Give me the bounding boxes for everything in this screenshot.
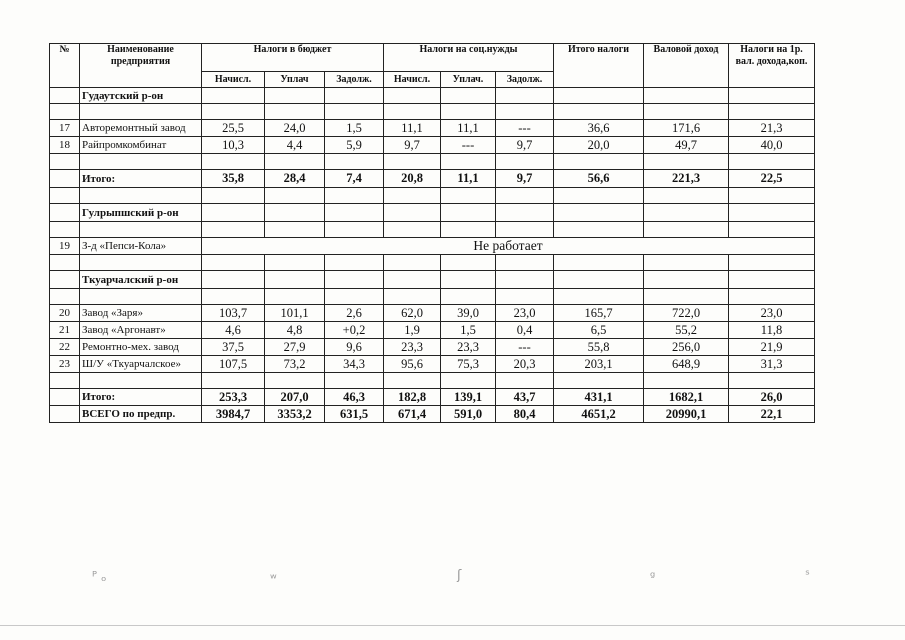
table-row <box>50 120 815 137</box>
section-title: Гулрыпшский р-он <box>80 204 202 222</box>
section-title: Гудаутский р-он <box>80 88 202 104</box>
value-cell: 207,0 <box>265 389 325 406</box>
value-cell: --- <box>496 339 554 356</box>
value-cell: 36,6 <box>554 120 644 137</box>
spacer-row <box>50 188 815 204</box>
value-cell: 27,9 <box>265 339 325 356</box>
value-cell: 20990,1 <box>644 406 729 423</box>
handwritten-mark: ˢ <box>805 568 810 583</box>
value-cell: 171,6 <box>644 120 729 137</box>
sub-accrued: Начисл. <box>202 72 265 88</box>
value-cell: 139,1 <box>441 389 496 406</box>
value-cell: 101,1 <box>265 305 325 322</box>
tax-table <box>49 43 815 423</box>
value-cell: 3353,2 <box>265 406 325 423</box>
subtotal-row <box>50 170 815 188</box>
value-cell: 1,5 <box>325 120 384 137</box>
grand-total-row <box>50 406 815 423</box>
value-cell: 62,0 <box>384 305 441 322</box>
row-number: 17 <box>50 120 80 137</box>
value-cell: 23,0 <box>496 305 554 322</box>
sub-accrued: Начисл. <box>384 72 441 88</box>
section-title: Ткуарчалский р-он <box>80 271 202 289</box>
value-cell: 46,3 <box>325 389 384 406</box>
row-number: 18 <box>50 137 80 154</box>
sub-debt: Задолж. <box>325 72 384 88</box>
value-cell: 11,8 <box>729 322 815 339</box>
value-cell: 2,6 <box>325 305 384 322</box>
value-cell: 7,4 <box>325 170 384 188</box>
row-number: 23 <box>50 356 80 373</box>
handwritten-mark: ʃ <box>457 568 462 583</box>
value-cell: 40,0 <box>729 137 815 154</box>
header-name: Наименование предприятия <box>80 44 202 88</box>
value-cell: 4,6 <box>202 322 265 339</box>
value-cell: 23,0 <box>729 305 815 322</box>
value-cell: 20,0 <box>554 137 644 154</box>
value-cell: 21,3 <box>729 120 815 137</box>
value-cell: 11,1 <box>384 120 441 137</box>
value-cell: 9,7 <box>384 137 441 154</box>
table-row <box>50 137 815 154</box>
value-cell: 11,1 <box>441 120 496 137</box>
spacer-row <box>50 289 815 305</box>
handwritten-mark: ᵍ <box>650 570 656 585</box>
value-cell: 5,9 <box>325 137 384 154</box>
spacer-row <box>50 154 815 170</box>
value-cell: 23,3 <box>441 339 496 356</box>
scan-edge <box>0 625 905 626</box>
value-cell: 37,5 <box>202 339 265 356</box>
value-cell: 20,8 <box>384 170 441 188</box>
value-cell: 648,9 <box>644 356 729 373</box>
value-cell: 56,6 <box>554 170 644 188</box>
row-name: Ш/У «Ткуарчалское» <box>80 356 202 373</box>
value-cell: 722,0 <box>644 305 729 322</box>
value-cell: 671,4 <box>384 406 441 423</box>
value-cell: 431,1 <box>554 389 644 406</box>
value-cell: 95,6 <box>384 356 441 373</box>
value-cell: 107,5 <box>202 356 265 373</box>
spacer-row <box>50 373 815 389</box>
row-number <box>50 406 80 423</box>
row-name: З-д «Пепси-Кола» <box>80 238 202 255</box>
value-cell: 73,2 <box>265 356 325 373</box>
value-cell: 1,9 <box>384 322 441 339</box>
status-message: Не работает <box>202 238 815 255</box>
table-row <box>50 356 815 373</box>
header-gross-income: Валовой доход <box>644 44 729 88</box>
table-row <box>50 238 815 255</box>
value-cell: 3984,7 <box>202 406 265 423</box>
value-cell: 9,6 <box>325 339 384 356</box>
sub-debt: Задолж. <box>496 72 554 88</box>
value-cell: 165,7 <box>554 305 644 322</box>
value-cell: 43,7 <box>496 389 554 406</box>
value-cell: 10,3 <box>202 137 265 154</box>
row-name: Итого: <box>80 170 202 188</box>
header-no: № <box>50 44 80 88</box>
value-cell: 55,8 <box>554 339 644 356</box>
value-cell: 22,1 <box>729 406 815 423</box>
value-cell: 34,3 <box>325 356 384 373</box>
value-cell: 256,0 <box>644 339 729 356</box>
value-cell: 80,4 <box>496 406 554 423</box>
handwritten-mark: ʷ <box>270 572 277 587</box>
row-name: Завод «Заря» <box>80 305 202 322</box>
value-cell: 21,9 <box>729 339 815 356</box>
value-cell: 11,1 <box>441 170 496 188</box>
value-cell: 591,0 <box>441 406 496 423</box>
page-marks <box>0 566 905 596</box>
row-name: Итого: <box>80 389 202 406</box>
row-name: Райпромкомбинат <box>80 137 202 154</box>
value-cell: 4651,2 <box>554 406 644 423</box>
value-cell: --- <box>441 137 496 154</box>
value-cell: 103,7 <box>202 305 265 322</box>
value-cell: 9,7 <box>496 170 554 188</box>
row-number: 21 <box>50 322 80 339</box>
value-cell: 75,3 <box>441 356 496 373</box>
value-cell: 49,7 <box>644 137 729 154</box>
row-name: Завод «Аргонавт» <box>80 322 202 339</box>
subtotal-row <box>50 389 815 406</box>
value-cell: 631,5 <box>325 406 384 423</box>
section-row <box>50 204 815 222</box>
value-cell: 203,1 <box>554 356 644 373</box>
row-number <box>50 389 80 406</box>
header-total-taxes: Итого налоги <box>554 44 644 88</box>
value-cell: --- <box>496 120 554 137</box>
sub-paid: Уплач <box>265 72 325 88</box>
row-number <box>50 170 80 188</box>
value-cell: 24,0 <box>265 120 325 137</box>
value-cell: 9,7 <box>496 137 554 154</box>
row-name: Ремонтно-мех. завод <box>80 339 202 356</box>
value-cell: 22,5 <box>729 170 815 188</box>
value-cell: 39,0 <box>441 305 496 322</box>
sub-paid: Уплач. <box>441 72 496 88</box>
value-cell: 1682,1 <box>644 389 729 406</box>
value-cell: 1,5 <box>441 322 496 339</box>
value-cell: 182,8 <box>384 389 441 406</box>
row-name: ВСЕГО по предпр. <box>80 406 202 423</box>
table-row <box>50 322 815 339</box>
value-cell: 35,8 <box>202 170 265 188</box>
value-cell: +0,2 <box>325 322 384 339</box>
table-row <box>50 339 815 356</box>
value-cell: 28,4 <box>265 170 325 188</box>
value-cell: 0,4 <box>496 322 554 339</box>
spacer-row <box>50 222 815 238</box>
row-number: 19 <box>50 238 80 255</box>
value-cell: 26,0 <box>729 389 815 406</box>
header-social: Налоги на соц.нужды <box>384 44 554 72</box>
value-cell: 55,2 <box>644 322 729 339</box>
section-row <box>50 271 815 289</box>
value-cell: 253,3 <box>202 389 265 406</box>
header-budget: Налоги в бюджет <box>202 44 384 72</box>
value-cell: 4,4 <box>265 137 325 154</box>
handwritten-mark: ᴾ ₒ <box>92 570 107 585</box>
value-cell: 20,3 <box>496 356 554 373</box>
table-row <box>50 305 815 322</box>
section-row <box>50 88 815 104</box>
value-cell: 4,8 <box>265 322 325 339</box>
row-number: 22 <box>50 339 80 356</box>
spacer-row <box>50 104 815 120</box>
value-cell: 31,3 <box>729 356 815 373</box>
value-cell: 23,3 <box>384 339 441 356</box>
value-cell: 221,3 <box>644 170 729 188</box>
spacer-row <box>50 255 815 271</box>
value-cell: 6,5 <box>554 322 644 339</box>
value-cell: 25,5 <box>202 120 265 137</box>
header-per-rub: Налоги на 1р. вал. дохода,коп. <box>729 44 815 88</box>
row-name: Авторемонтный завод <box>80 120 202 137</box>
row-number: 20 <box>50 305 80 322</box>
